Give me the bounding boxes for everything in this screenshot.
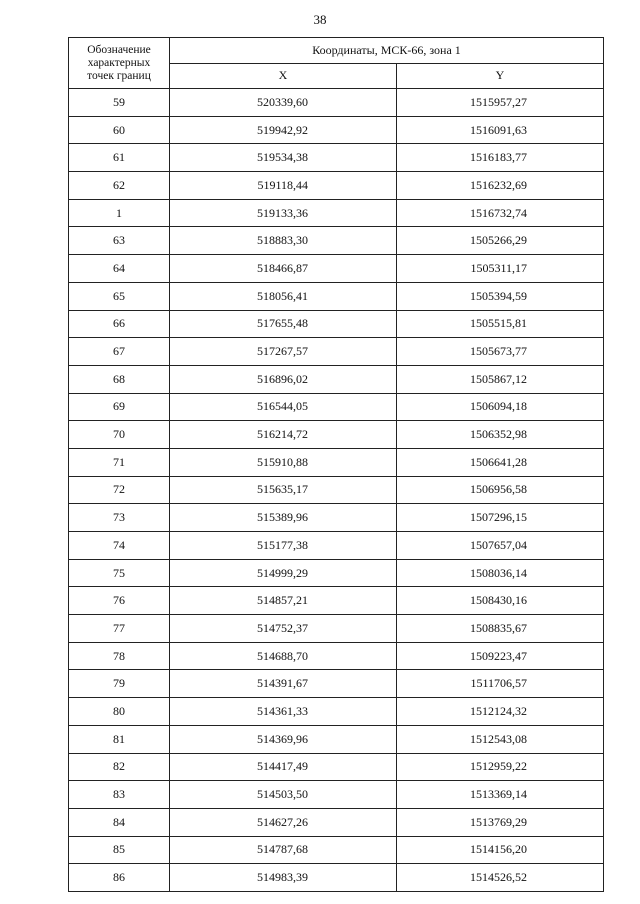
y-coordinate-cell: 1508430,16 <box>397 587 604 615</box>
point-number-cell: 63 <box>69 227 170 255</box>
x-coordinate-cell: 515635,17 <box>170 476 397 504</box>
y-coordinate-cell: 1512543,08 <box>397 725 604 753</box>
table-row <box>69 532 604 560</box>
point-number-cell: 72 <box>69 476 170 504</box>
y-coordinate-cell: 1505867,12 <box>397 365 604 393</box>
point-number-cell: 75 <box>69 559 170 587</box>
point-number-cell: 68 <box>69 365 170 393</box>
table-row <box>69 338 604 366</box>
point-number-cell: 71 <box>69 448 170 476</box>
point-number-cell: 85 <box>69 836 170 864</box>
point-number-cell: 64 <box>69 255 170 283</box>
table-row <box>69 864 604 892</box>
header-y: Y <box>397 63 604 89</box>
y-coordinate-cell: 1516183,77 <box>397 144 604 172</box>
table-row <box>69 199 604 227</box>
point-number-cell: 80 <box>69 698 170 726</box>
table-row <box>69 476 604 504</box>
point-number-cell: 70 <box>69 421 170 449</box>
x-coordinate-cell: 514627,26 <box>170 808 397 836</box>
point-number-cell: 66 <box>69 310 170 338</box>
x-coordinate-cell: 514688,70 <box>170 642 397 670</box>
y-coordinate-cell: 1505673,77 <box>397 338 604 366</box>
header-point-designation <box>69 38 170 89</box>
y-coordinate-cell: 1506094,18 <box>397 393 604 421</box>
x-coordinate-cell: 517267,57 <box>170 338 397 366</box>
y-coordinate-cell: 1514526,52 <box>397 864 604 892</box>
point-number-cell: 77 <box>69 615 170 643</box>
table-row <box>69 559 604 587</box>
page-number: 38 <box>313 12 327 27</box>
y-coordinate-cell: 1507657,04 <box>397 532 604 560</box>
x-coordinate-cell: 515177,38 <box>170 532 397 560</box>
table-row <box>69 227 604 255</box>
point-number-cell: 65 <box>69 282 170 310</box>
table-row <box>69 421 604 449</box>
y-coordinate-cell: 1505266,29 <box>397 227 604 255</box>
y-coordinate-cell: 1512124,32 <box>397 698 604 726</box>
table-row <box>69 753 604 781</box>
point-number-cell: 61 <box>69 144 170 172</box>
table-row <box>69 172 604 200</box>
y-coordinate-cell: 1513769,29 <box>397 808 604 836</box>
point-number-cell: 79 <box>69 670 170 698</box>
point-number-cell: 60 <box>69 116 170 144</box>
table-row <box>69 448 604 476</box>
header-designation-line: точек границ <box>87 69 151 82</box>
table-row <box>69 615 604 643</box>
y-coordinate-cell: 1514156,20 <box>397 836 604 864</box>
table-body <box>69 89 604 892</box>
table-row <box>69 116 604 144</box>
x-coordinate-cell: 519942,92 <box>170 116 397 144</box>
table-row <box>69 781 604 809</box>
x-coordinate-cell: 520339,60 <box>170 89 397 117</box>
point-number-cell: 82 <box>69 753 170 781</box>
y-coordinate-cell: 1515957,27 <box>397 89 604 117</box>
y-coordinate-cell: 1516732,74 <box>397 199 604 227</box>
y-coordinate-cell: 1513369,14 <box>397 781 604 809</box>
header-designation-line: характерных <box>87 56 151 69</box>
table-row <box>69 89 604 117</box>
table-row <box>69 310 604 338</box>
table-row <box>69 144 604 172</box>
point-number-cell: 74 <box>69 532 170 560</box>
y-coordinate-cell: 1505394,59 <box>397 282 604 310</box>
x-coordinate-cell: 519133,36 <box>170 199 397 227</box>
point-number-cell: 67 <box>69 338 170 366</box>
table-row <box>69 808 604 836</box>
table-row <box>69 255 604 283</box>
y-coordinate-cell: 1508835,67 <box>397 615 604 643</box>
x-coordinate-cell: 514857,21 <box>170 587 397 615</box>
x-coordinate-cell: 514361,33 <box>170 698 397 726</box>
point-number-cell: 78 <box>69 642 170 670</box>
x-coordinate-cell: 514787,68 <box>170 836 397 864</box>
y-coordinate-cell: 1508036,14 <box>397 559 604 587</box>
x-coordinate-cell: 518466,87 <box>170 255 397 283</box>
table-row <box>69 393 604 421</box>
point-number-cell: 76 <box>69 587 170 615</box>
header-coordinates-title: Координаты, МСК-66, зона 1 <box>170 38 604 64</box>
y-coordinate-cell: 1509223,47 <box>397 642 604 670</box>
x-coordinate-cell: 516896,02 <box>170 365 397 393</box>
table-row <box>69 670 604 698</box>
coordinates-table <box>68 37 604 892</box>
y-coordinate-cell: 1511706,57 <box>397 670 604 698</box>
y-coordinate-cell: 1505515,81 <box>397 310 604 338</box>
x-coordinate-cell: 514503,50 <box>170 781 397 809</box>
x-coordinate-cell: 514417,49 <box>170 753 397 781</box>
y-coordinate-cell: 1506641,28 <box>397 448 604 476</box>
y-coordinate-cell: 1506956,58 <box>397 476 604 504</box>
y-coordinate-cell: 1507296,15 <box>397 504 604 532</box>
table-row <box>69 282 604 310</box>
table-row <box>69 365 604 393</box>
point-number-cell: 73 <box>69 504 170 532</box>
y-coordinate-cell: 1505311,17 <box>397 255 604 283</box>
x-coordinate-cell: 514369,96 <box>170 725 397 753</box>
point-number-cell: 1 <box>69 199 170 227</box>
x-coordinate-cell: 517655,48 <box>170 310 397 338</box>
table-row <box>69 698 604 726</box>
y-coordinate-cell: 1516232,69 <box>397 172 604 200</box>
point-number-cell: 81 <box>69 725 170 753</box>
x-coordinate-cell: 514391,67 <box>170 670 397 698</box>
table-row <box>69 587 604 615</box>
y-coordinate-cell: 1506352,98 <box>397 421 604 449</box>
x-coordinate-cell: 514752,37 <box>170 615 397 643</box>
table-row <box>69 642 604 670</box>
x-coordinate-cell: 519534,38 <box>170 144 397 172</box>
x-coordinate-cell: 519118,44 <box>170 172 397 200</box>
table-row <box>69 725 604 753</box>
point-number-cell: 83 <box>69 781 170 809</box>
table-row <box>69 504 604 532</box>
x-coordinate-cell: 515389,96 <box>170 504 397 532</box>
point-number-cell: 86 <box>69 864 170 892</box>
y-coordinate-cell: 1516091,63 <box>397 116 604 144</box>
x-coordinate-cell: 518883,30 <box>170 227 397 255</box>
header-designation-line: Обозначение <box>87 43 151 56</box>
x-coordinate-cell: 516544,05 <box>170 393 397 421</box>
x-coordinate-cell: 516214,72 <box>170 421 397 449</box>
x-coordinate-cell: 518056,41 <box>170 282 397 310</box>
x-coordinate-cell: 514999,29 <box>170 559 397 587</box>
x-coordinate-cell: 514983,39 <box>170 864 397 892</box>
point-number-cell: 84 <box>69 808 170 836</box>
point-number-cell: 62 <box>69 172 170 200</box>
point-number-cell: 69 <box>69 393 170 421</box>
y-coordinate-cell: 1512959,22 <box>397 753 604 781</box>
point-number-cell: 59 <box>69 89 170 117</box>
table-row <box>69 836 604 864</box>
header-x: X <box>170 63 397 89</box>
x-coordinate-cell: 515910,88 <box>170 448 397 476</box>
